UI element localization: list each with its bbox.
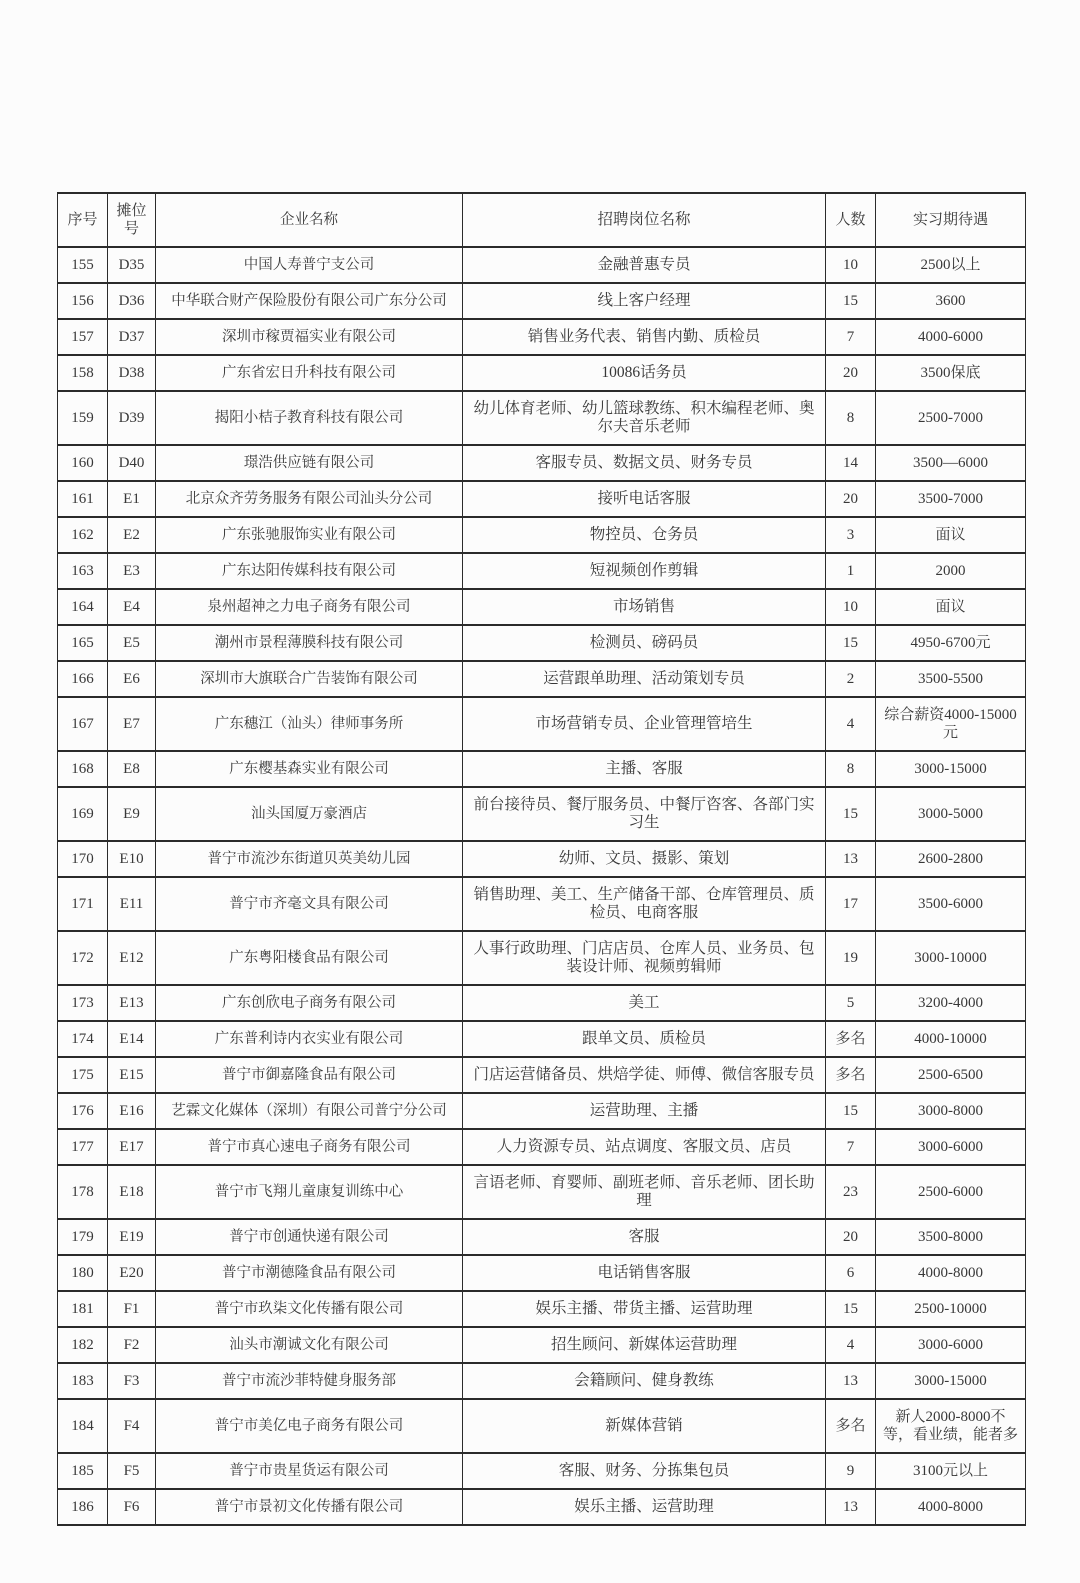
table-row xyxy=(58,931,1026,985)
cell-booth: E1 xyxy=(108,481,156,517)
cell-count: 5 xyxy=(826,985,876,1021)
cell-company: 广东普利诗内衣实业有限公司 xyxy=(156,1021,463,1057)
cell-booth: E12 xyxy=(108,931,156,985)
cell-count: 8 xyxy=(826,391,876,445)
cell-salary: 3100元以上 xyxy=(876,1453,1026,1489)
column-header-company: 企业名称 xyxy=(156,193,463,247)
cell-company: 广东樱基森实业有限公司 xyxy=(156,751,463,787)
cell-seq: 174 xyxy=(58,1021,108,1057)
cell-salary: 4000-6000 xyxy=(876,319,1026,355)
cell-booth: D37 xyxy=(108,319,156,355)
cell-count: 17 xyxy=(826,877,876,931)
cell-count: 20 xyxy=(826,355,876,391)
cell-salary: 4950-6700元 xyxy=(876,625,1026,661)
table-body xyxy=(58,247,1026,1525)
cell-booth: E14 xyxy=(108,1021,156,1057)
cell-booth: E3 xyxy=(108,553,156,589)
cell-company: 普宁市飞翔儿童康复训练中心 xyxy=(156,1165,463,1219)
cell-salary: 3500-7000 xyxy=(876,481,1026,517)
cell-company: 广东创欣电子商务有限公司 xyxy=(156,985,463,1021)
cell-salary: 3000-6000 xyxy=(876,1327,1026,1363)
cell-seq: 171 xyxy=(58,877,108,931)
cell-seq: 162 xyxy=(58,517,108,553)
cell-salary: 2000 xyxy=(876,553,1026,589)
cell-seq: 180 xyxy=(58,1255,108,1291)
cell-company: 普宁市贵星货运有限公司 xyxy=(156,1453,463,1489)
cell-positions: 人力资源专员、站点调度、客服文员、店员 xyxy=(463,1129,826,1165)
cell-count: 10 xyxy=(826,247,876,283)
cell-company: 广东省宏日升科技有限公司 xyxy=(156,355,463,391)
cell-count: 4 xyxy=(826,1327,876,1363)
cell-company: 中华联合财产保险股份有限公司广东分公司 xyxy=(156,283,463,319)
cell-seq: 170 xyxy=(58,841,108,877)
cell-company: 广东粤阳楼食品有限公司 xyxy=(156,931,463,985)
cell-count: 13 xyxy=(826,1489,876,1525)
cell-positions: 招生顾问、新媒体运营助理 xyxy=(463,1327,826,1363)
cell-positions: 娱乐主播、带货主播、运营助理 xyxy=(463,1291,826,1327)
cell-salary: 3500-5500 xyxy=(876,661,1026,697)
cell-count: 7 xyxy=(826,1129,876,1165)
cell-count: 20 xyxy=(826,481,876,517)
cell-count: 15 xyxy=(826,625,876,661)
header-row xyxy=(58,193,1026,247)
table-row xyxy=(58,445,1026,481)
cell-salary: 2500-6500 xyxy=(876,1057,1026,1093)
cell-positions: 会籍顾问、健身教练 xyxy=(463,1363,826,1399)
table-row xyxy=(58,553,1026,589)
cell-count: 15 xyxy=(826,1093,876,1129)
job-fair-table xyxy=(57,192,1026,1526)
cell-positions: 新媒体营销 xyxy=(463,1399,826,1453)
cell-booth: E6 xyxy=(108,661,156,697)
cell-positions: 前台接待员、餐厅服务员、中餐厅咨客、各部门实习生 xyxy=(463,787,826,841)
table-row xyxy=(58,319,1026,355)
cell-booth: E2 xyxy=(108,517,156,553)
table-row xyxy=(58,1489,1026,1525)
cell-company: 普宁市玖柒文化传播有限公司 xyxy=(156,1291,463,1327)
cell-booth: E20 xyxy=(108,1255,156,1291)
cell-seq: 173 xyxy=(58,985,108,1021)
cell-positions: 幼儿体育老师、幼儿篮球教练、积木编程老师、奥尔夫音乐老师 xyxy=(463,391,826,445)
cell-seq: 172 xyxy=(58,931,108,985)
cell-count: 4 xyxy=(826,697,876,751)
cell-company: 揭阳小桔子教育科技有限公司 xyxy=(156,391,463,445)
cell-count: 15 xyxy=(826,787,876,841)
cell-company: 普宁市齐毫文具有限公司 xyxy=(156,877,463,931)
cell-count: 9 xyxy=(826,1453,876,1489)
cell-salary: 3000-6000 xyxy=(876,1129,1026,1165)
cell-seq: 157 xyxy=(58,319,108,355)
cell-positions: 客服、财务、分拣集包员 xyxy=(463,1453,826,1489)
cell-seq: 181 xyxy=(58,1291,108,1327)
cell-salary: 3000-8000 xyxy=(876,1093,1026,1129)
cell-positions: 运营助理、主播 xyxy=(463,1093,826,1129)
cell-count: 15 xyxy=(826,283,876,319)
cell-count: 19 xyxy=(826,931,876,985)
table-row xyxy=(58,1093,1026,1129)
table-row xyxy=(58,625,1026,661)
table-row xyxy=(58,1255,1026,1291)
cell-company: 普宁市流沙东街道贝英美幼儿园 xyxy=(156,841,463,877)
cell-seq: 160 xyxy=(58,445,108,481)
cell-salary: 2600-2800 xyxy=(876,841,1026,877)
cell-salary: 2500-10000 xyxy=(876,1291,1026,1327)
cell-positions: 客服 xyxy=(463,1219,826,1255)
cell-seq: 179 xyxy=(58,1219,108,1255)
cell-booth: F6 xyxy=(108,1489,156,1525)
table-row xyxy=(58,355,1026,391)
column-header-salary: 实习期待遇 xyxy=(876,193,1026,247)
cell-positions: 运营跟单助理、活动策划专员 xyxy=(463,661,826,697)
cell-company: 普宁市美亿电子商务有限公司 xyxy=(156,1399,463,1453)
cell-company: 中国人寿普宁支公司 xyxy=(156,247,463,283)
table-row xyxy=(58,517,1026,553)
cell-booth: E4 xyxy=(108,589,156,625)
cell-positions: 金融普惠专员 xyxy=(463,247,826,283)
cell-seq: 168 xyxy=(58,751,108,787)
cell-salary: 综合薪资4000-15000元 xyxy=(876,697,1026,751)
cell-booth: E17 xyxy=(108,1129,156,1165)
cell-seq: 186 xyxy=(58,1489,108,1525)
table-row xyxy=(58,247,1026,283)
cell-company: 广东穗江（汕头）律师事务所 xyxy=(156,697,463,751)
cell-booth: F5 xyxy=(108,1453,156,1489)
cell-seq: 175 xyxy=(58,1057,108,1093)
cell-seq: 169 xyxy=(58,787,108,841)
cell-booth: E13 xyxy=(108,985,156,1021)
cell-count: 15 xyxy=(826,1291,876,1327)
cell-salary: 面议 xyxy=(876,589,1026,625)
cell-count: 多名 xyxy=(826,1021,876,1057)
table-row xyxy=(58,841,1026,877)
cell-seq: 159 xyxy=(58,391,108,445)
cell-salary: 3000-15000 xyxy=(876,751,1026,787)
cell-seq: 163 xyxy=(58,553,108,589)
cell-positions: 销售助理、美工、生产储备干部、仓库管理员、质检员、电商客服 xyxy=(463,877,826,931)
cell-count: 1 xyxy=(826,553,876,589)
cell-salary: 面议 xyxy=(876,517,1026,553)
cell-booth: E19 xyxy=(108,1219,156,1255)
cell-seq: 183 xyxy=(58,1363,108,1399)
cell-booth: D39 xyxy=(108,391,156,445)
cell-company: 普宁市景初文化传播有限公司 xyxy=(156,1489,463,1525)
cell-positions: 检测员、磅码员 xyxy=(463,625,826,661)
cell-salary: 3500-8000 xyxy=(876,1219,1026,1255)
cell-company: 泉州超神之力电子商务有限公司 xyxy=(156,589,463,625)
cell-count: 14 xyxy=(826,445,876,481)
table-row xyxy=(58,1219,1026,1255)
cell-seq: 161 xyxy=(58,481,108,517)
cell-booth: E16 xyxy=(108,1093,156,1129)
cell-salary: 4000-10000 xyxy=(876,1021,1026,1057)
table-row xyxy=(58,661,1026,697)
cell-booth: D35 xyxy=(108,247,156,283)
table-row xyxy=(58,1453,1026,1489)
cell-count: 23 xyxy=(826,1165,876,1219)
cell-company: 普宁市流沙菲特健身服务部 xyxy=(156,1363,463,1399)
cell-seq: 178 xyxy=(58,1165,108,1219)
cell-salary: 3000-5000 xyxy=(876,787,1026,841)
cell-company: 深圳市大旗联合广告装饰有限公司 xyxy=(156,661,463,697)
table-row xyxy=(58,787,1026,841)
cell-seq: 182 xyxy=(58,1327,108,1363)
cell-positions: 客服专员、数据文员、财务专员 xyxy=(463,445,826,481)
cell-positions: 电话销售客服 xyxy=(463,1255,826,1291)
cell-seq: 156 xyxy=(58,283,108,319)
cell-count: 多名 xyxy=(826,1399,876,1453)
cell-booth: E10 xyxy=(108,841,156,877)
column-header-seq: 序号 xyxy=(58,193,108,247)
table-row xyxy=(58,481,1026,517)
cell-company: 普宁市真心速电子商务有限公司 xyxy=(156,1129,463,1165)
cell-booth: E11 xyxy=(108,877,156,931)
cell-positions: 市场营销专员、企业管理管培生 xyxy=(463,697,826,751)
cell-seq: 176 xyxy=(58,1093,108,1129)
cell-positions: 接听电话客服 xyxy=(463,481,826,517)
cell-positions: 物控员、仓务员 xyxy=(463,517,826,553)
table-row xyxy=(58,1057,1026,1093)
cell-positions: 短视频创作剪辑 xyxy=(463,553,826,589)
cell-salary: 2500-7000 xyxy=(876,391,1026,445)
cell-booth: F3 xyxy=(108,1363,156,1399)
cell-salary: 3000-15000 xyxy=(876,1363,1026,1399)
cell-booth: E15 xyxy=(108,1057,156,1093)
cell-company: 广东达阳传媒科技有限公司 xyxy=(156,553,463,589)
table-row xyxy=(58,1165,1026,1219)
cell-salary: 2500-6000 xyxy=(876,1165,1026,1219)
cell-booth: F1 xyxy=(108,1291,156,1327)
table-row xyxy=(58,1129,1026,1165)
cell-count: 13 xyxy=(826,841,876,877)
column-header-booth: 摊位号 xyxy=(108,193,156,247)
cell-salary: 新人2000-8000不等，看业绩，能者多 xyxy=(876,1399,1026,1453)
table-row xyxy=(58,1363,1026,1399)
cell-positions: 10086话务员 xyxy=(463,355,826,391)
cell-company: 普宁市潮德隆食品有限公司 xyxy=(156,1255,463,1291)
table-row xyxy=(58,283,1026,319)
cell-company: 璟浩供应链有限公司 xyxy=(156,445,463,481)
cell-count: 8 xyxy=(826,751,876,787)
cell-booth: D40 xyxy=(108,445,156,481)
cell-seq: 177 xyxy=(58,1129,108,1165)
cell-booth: E7 xyxy=(108,697,156,751)
table-row xyxy=(58,1399,1026,1453)
cell-positions: 门店运营储备员、烘焙学徒、师傅、微信客服专员 xyxy=(463,1057,826,1093)
cell-seq: 185 xyxy=(58,1453,108,1489)
cell-seq: 166 xyxy=(58,661,108,697)
cell-booth: E18 xyxy=(108,1165,156,1219)
cell-booth: E9 xyxy=(108,787,156,841)
cell-salary: 3200-4000 xyxy=(876,985,1026,1021)
cell-salary: 3500—6000 xyxy=(876,445,1026,481)
cell-company: 汕头国厦万豪酒店 xyxy=(156,787,463,841)
cell-count: 7 xyxy=(826,319,876,355)
cell-salary: 3500保底 xyxy=(876,355,1026,391)
cell-company: 普宁市创通快递有限公司 xyxy=(156,1219,463,1255)
cell-seq: 184 xyxy=(58,1399,108,1453)
cell-salary: 3600 xyxy=(876,283,1026,319)
cell-company: 北京众齐劳务服务有限公司汕头分公司 xyxy=(156,481,463,517)
cell-positions: 言语老师、育婴师、副班老师、音乐老师、团长助理 xyxy=(463,1165,826,1219)
cell-company: 汕头市潮诚文化有限公司 xyxy=(156,1327,463,1363)
cell-salary: 2500以上 xyxy=(876,247,1026,283)
cell-positions: 市场销售 xyxy=(463,589,826,625)
cell-salary: 3000-10000 xyxy=(876,931,1026,985)
cell-booth: F2 xyxy=(108,1327,156,1363)
cell-company: 艺霖文化媒体（深圳）有限公司普宁分公司 xyxy=(156,1093,463,1129)
cell-count: 20 xyxy=(826,1219,876,1255)
cell-seq: 167 xyxy=(58,697,108,751)
column-header-positions: 招聘岗位名称 xyxy=(463,193,826,247)
cell-count: 3 xyxy=(826,517,876,553)
table-row xyxy=(58,1327,1026,1363)
table-row xyxy=(58,697,1026,751)
cell-company: 广东张驰服饰实业有限公司 xyxy=(156,517,463,553)
cell-positions: 跟单文员、质检员 xyxy=(463,1021,826,1057)
cell-company: 潮州市景程薄膜科技有限公司 xyxy=(156,625,463,661)
cell-positions: 幼师、文员、摄影、策划 xyxy=(463,841,826,877)
cell-seq: 164 xyxy=(58,589,108,625)
cell-salary: 4000-8000 xyxy=(876,1255,1026,1291)
column-header-count: 人数 xyxy=(826,193,876,247)
cell-positions: 销售业务代表、销售内勤、质检员 xyxy=(463,319,826,355)
cell-count: 多名 xyxy=(826,1057,876,1093)
cell-booth: D36 xyxy=(108,283,156,319)
cell-booth: E5 xyxy=(108,625,156,661)
cell-company: 深圳市稼贾福实业有限公司 xyxy=(156,319,463,355)
cell-booth: D38 xyxy=(108,355,156,391)
cell-company: 普宁市御嘉隆食品有限公司 xyxy=(156,1057,463,1093)
cell-count: 6 xyxy=(826,1255,876,1291)
table-row xyxy=(58,877,1026,931)
cell-salary: 3500-6000 xyxy=(876,877,1026,931)
table-row xyxy=(58,985,1026,1021)
cell-count: 2 xyxy=(826,661,876,697)
cell-booth: F4 xyxy=(108,1399,156,1453)
cell-count: 13 xyxy=(826,1363,876,1399)
cell-positions: 主播、客服 xyxy=(463,751,826,787)
table-row xyxy=(58,1021,1026,1057)
table-row xyxy=(58,1291,1026,1327)
cell-positions: 美工 xyxy=(463,985,826,1021)
cell-seq: 158 xyxy=(58,355,108,391)
table-row xyxy=(58,391,1026,445)
cell-booth: E8 xyxy=(108,751,156,787)
cell-count: 10 xyxy=(826,589,876,625)
cell-positions: 线上客户经理 xyxy=(463,283,826,319)
cell-positions: 人事行政助理、门店店员、仓库人员、业务员、包装设计师、视频剪辑师 xyxy=(463,931,826,985)
table-row xyxy=(58,751,1026,787)
cell-seq: 165 xyxy=(58,625,108,661)
table-row xyxy=(58,589,1026,625)
cell-seq: 155 xyxy=(58,247,108,283)
cell-positions: 娱乐主播、运营助理 xyxy=(463,1489,826,1525)
cell-salary: 4000-8000 xyxy=(876,1489,1026,1525)
